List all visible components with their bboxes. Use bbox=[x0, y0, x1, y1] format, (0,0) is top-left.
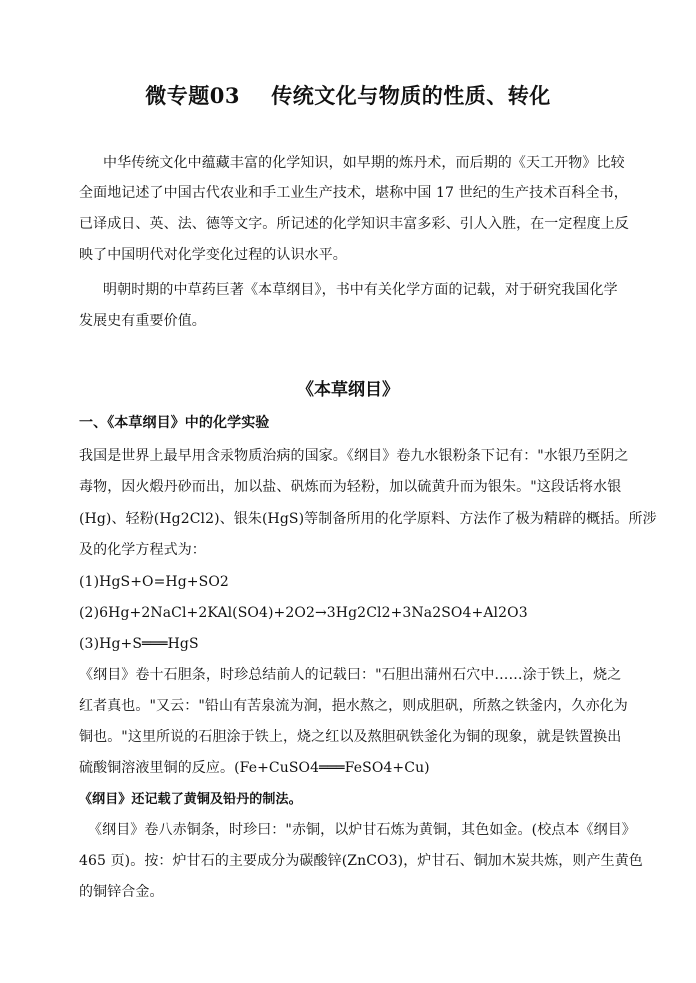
brass-heading: 《纲目》还记载了黄铜及铅丹的制法。 bbox=[79, 792, 302, 807]
equation-line: (1)HgS+O=Hg+SO2 bbox=[79, 574, 229, 590]
body-line: 465 页)。按：炉甘石的主要成分为碳酸锌(ZnCO3)，炉甘石、铜加木炭共炼，则产生黄色 bbox=[79, 853, 643, 869]
intro-line: 已译成日、英、法、德等文字。所记述的化学知识丰富多彩、引人入胜，在一定程度上反 bbox=[79, 216, 629, 232]
body-line: 的铜锌合金。 bbox=[79, 884, 164, 900]
intro-line: 中华传统文化中蕴藏丰富的化学知识，如早期的炼丹术，而后期的《天工开物》比较 bbox=[103, 155, 625, 171]
section-heading: 《本草纲目》 bbox=[297, 380, 399, 400]
intro-line: 明朝时期的中草药巨著《本草纲目》，书中有关化学方面的记载，对于研究我国化学 bbox=[103, 282, 618, 298]
body-line: 铜也。"这里所说的石胆涂于铁上，烧之红以及熬胆矾铁釜化为铜的现象，就是铁置换出 bbox=[79, 729, 622, 745]
body-line: 我国是世界上最早用含汞物质治病的国家。《纲目》卷九水银粉条下记有："水银乃至阴之 bbox=[79, 448, 629, 464]
intro-line: 全面地记述了中国古代农业和手工业生产技术，堪称中国 17 世纪的生产技术百科全书， bbox=[79, 185, 628, 201]
intro-line: 映了中国明代对化学变化过程的认识水平。 bbox=[79, 247, 347, 263]
equation-line: (2)6Hg+2NaCl+2KAl(SO4)+2O2→3Hg2Cl2+3Na2SO4+Al2O3 bbox=[79, 605, 528, 621]
body-line: 《纲目》卷十石胆条，时珍总结前人的记载曰："石胆出蒲州石穴中……涂于铁上，烧之 bbox=[79, 667, 622, 683]
section-subheading: 一、《本草纲目》中的化学实验 bbox=[79, 415, 270, 431]
body-line: 及的化学方程式为： bbox=[79, 542, 206, 558]
page-title: 微专题03 传统文化与物质的性质、转化 bbox=[145, 83, 551, 108]
equation-line: (3)Hg+S═══HgS bbox=[79, 636, 199, 652]
body-line: 红者真也。"又云："铅山有苦泉流为涧，挹水熬之，则成胆矾，所熬之铁釜内，久亦化为 bbox=[79, 698, 628, 714]
body-line: (Hg)、轻粉(Hg2Cl2)、银朱(HgS)等制备所用的化学原料、方法作了极为精辟的概括。所涉 bbox=[79, 511, 657, 527]
body-line: 《纲目》卷八赤铜条，时珍曰："赤铜，以炉甘石炼为黄铜，其色如金。(校点本《纲目》 bbox=[88, 822, 636, 838]
body-line: 毒物，因火煅丹砂而出，加以盐、矾炼而为轻粉，加以硫黄升而为银朱。"这段话将水银 bbox=[79, 479, 622, 495]
body-line: 硫酸铜溶液里铜的反应。(Fe+CuSO4═══FeSO4+Cu) bbox=[79, 760, 430, 776]
intro-line: 发展史有重要价值。 bbox=[79, 313, 206, 329]
